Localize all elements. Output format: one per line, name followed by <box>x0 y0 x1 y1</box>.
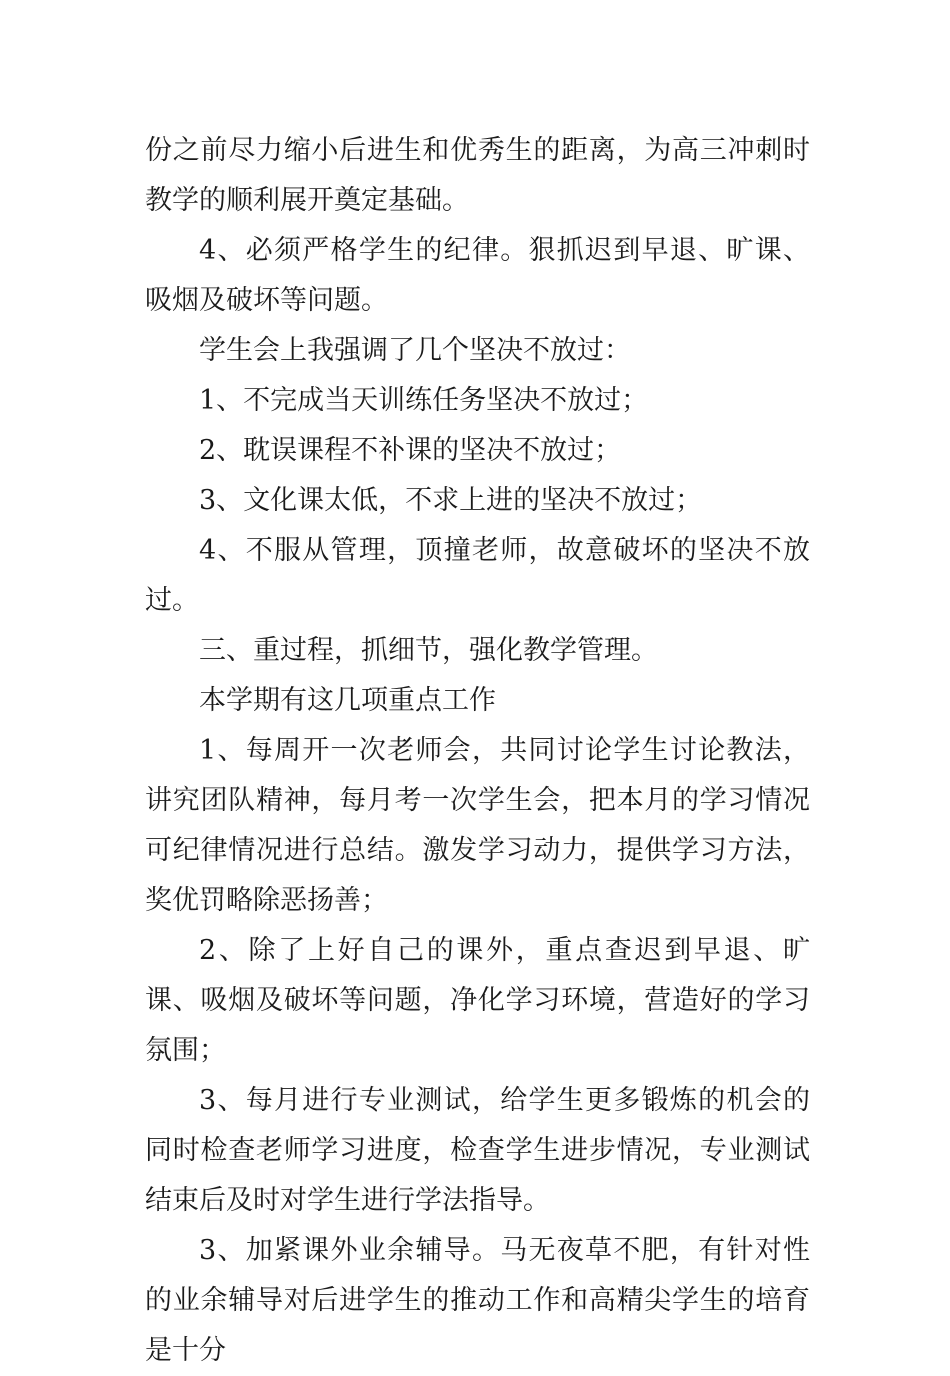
paragraph-meeting-intro: 学生会上我强调了几个坚决不放过： <box>199 335 631 366</box>
paragraph-rule-2: 2、耽误课程不补课的坚决不放过； <box>199 435 622 466</box>
paragraph-discipline: 4、必须严格学生的纪律。狠抓迟到早退、旷课、吸烟及破坏等问题。 <box>145 235 810 316</box>
paragraph-work-3b: 3、加紧课外业余辅导。马无夜草不肥，有针对性的业余辅导对后进学生的推动工作和高精尖学生的培育是十分 <box>145 1235 810 1366</box>
paragraph-rule-4: 4、不服从管理，顶撞老师，故意破坏的坚决不放过。 <box>145 535 810 616</box>
paragraph-work-3: 3、每月进行专业测试，给学生更多锻炼的机会的同时检查老师学习进度，检查学生进步情况，专业测试结束后及时对学生进行学法指导。 <box>145 1085 810 1216</box>
paragraph-work-2: 2、除了上好自己的课外，重点查迟到早退、旷课、吸烟及破坏等问题，净化学习环境，营造好的学习氛围； <box>145 935 810 1066</box>
paragraph-rule-1: 1、不完成当天训练任务坚决不放过； <box>199 385 649 416</box>
paragraph-continuation: 份之前尽力缩小后进生和优秀生的距离，为高三冲刺时教学的顺利展开奠定基础。 <box>145 135 810 216</box>
paragraph-key-work-intro: 本学期有这几项重点工作 <box>199 685 496 716</box>
document-body <box>145 126 810 1376</box>
paragraph-work-1: 1、每周开一次老师会，共同讨论学生讨论教法，讲究团队精神，每月考一次学生会，把本月的学习情况可纪律情况进行总结。激发学习动力，提供学习方法，奖优罚略除恶扬善； <box>145 735 810 916</box>
section-heading-3: 三、重过程，抓细节，强化教学管理。 <box>199 635 658 666</box>
paragraph-rule-3: 3、文化课太低，不求上进的坚决不放过； <box>199 485 703 516</box>
